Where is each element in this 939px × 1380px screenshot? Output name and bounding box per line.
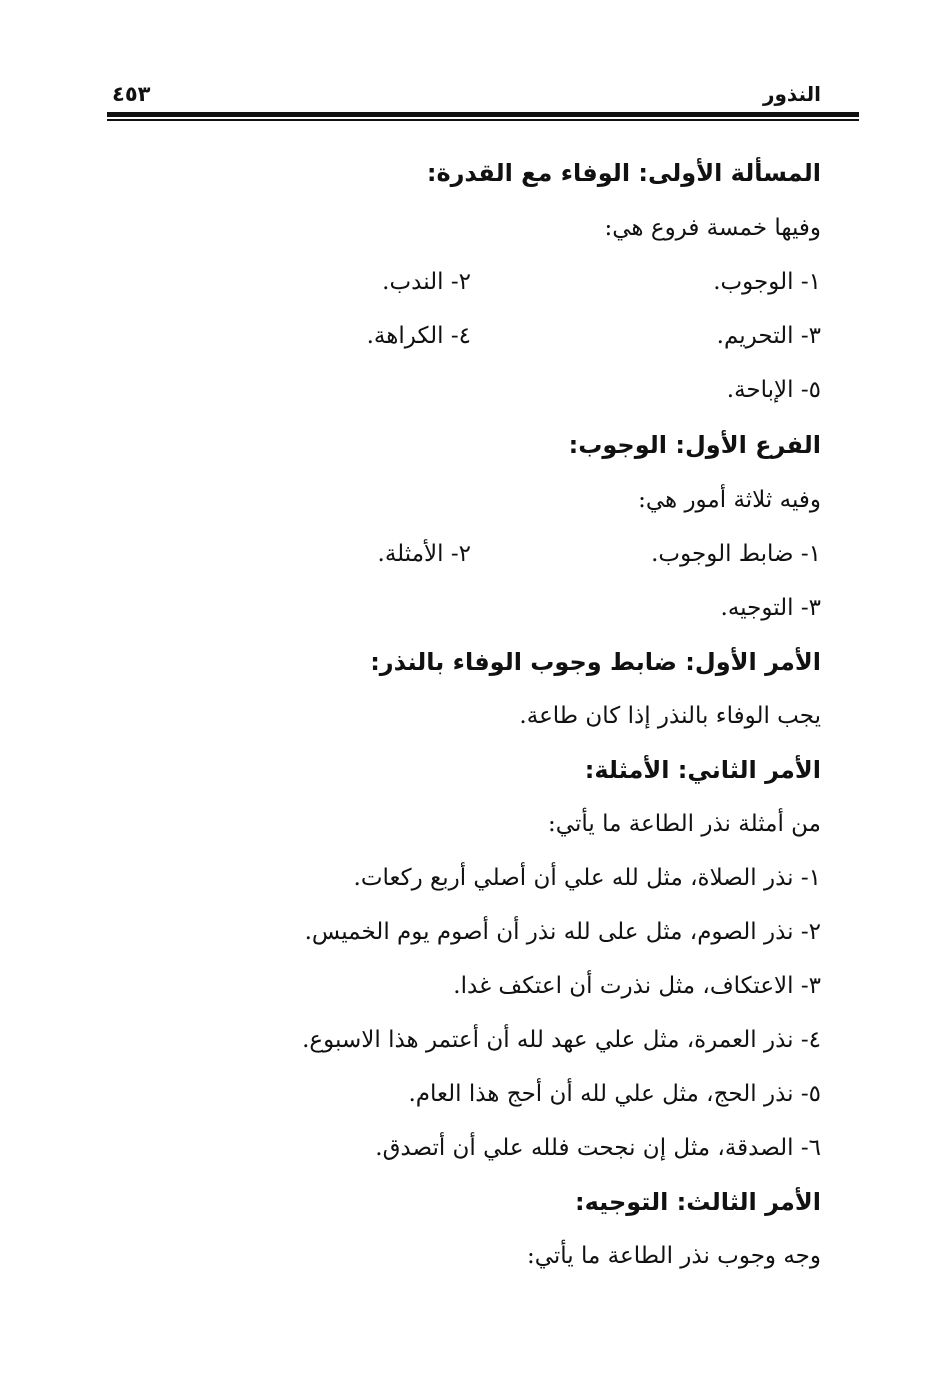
branch-item-4: ٤- الكراهة. [366, 323, 471, 349]
example-item-5: ٥- نذر الحج، مثل علي لله أن أحج هذا العام. [408, 1081, 821, 1107]
example-item-1: ١- نذر الصلاة، مثل لله علي أن أصلي أربع ركعات. [353, 865, 821, 891]
branch-item-1: ١- الوجوب. [713, 269, 821, 295]
example-item-6: ٦- الصدقة، مثل إن نجحت فلله علي أن أتصدق. [375, 1135, 821, 1161]
example-item-2: ٢- نذر الصوم، مثل على لله نذر أن أصوم يوم الخميس. [304, 919, 821, 945]
header-rule-thin [107, 119, 859, 121]
section-heading-first-matter: الأمر الأول: ضابط وجوب الوفاء بالنذر: [370, 648, 821, 676]
branch-item-2: ٢- الندب. [382, 269, 471, 295]
header-rule-thick [107, 112, 859, 117]
section-heading-third-matter: الأمر الثالث: التوجيه: [575, 1188, 821, 1216]
page-number: ٤٥٣ [112, 82, 151, 106]
branch-item-3: ٣- التحريم. [716, 323, 821, 349]
example-item-4: ٤- نذر العمرة، مثل علي عهد لله أن أعتمر هذا الاسبوع. [302, 1027, 821, 1053]
matter-item-3: ٣- التوجيه. [720, 595, 821, 621]
branch-item-5: ٥- الإباحة. [726, 377, 821, 403]
reasons-intro: وجه وجوب نذر الطاعة ما يأتي: [526, 1243, 821, 1269]
matter-item-1: ١- ضابط الوجوب. [651, 541, 821, 567]
running-header-title: النذور [762, 82, 821, 106]
matters-intro: وفيه ثلاثة أمور هي: [638, 487, 821, 513]
example-item-3: ٣- الاعتكاف، مثل نذرت أن اعتكف غدا. [453, 973, 821, 999]
examples-intro: من أمثلة نذر الطاعة ما يأتي: [548, 811, 821, 837]
matter-item-2: ٢- الأمثلة. [377, 541, 471, 567]
section-heading-second-matter: الأمر الثاني: الأمثلة: [584, 756, 821, 784]
branches-intro: وفيها خمسة فروع هي: [604, 215, 821, 241]
rule-statement: يجب الوفاء بالنذر إذا كان طاعة. [519, 703, 821, 729]
section-heading-first-branch: الفرع الأول: الوجوب: [568, 431, 821, 459]
section-heading-first-issue: المسألة الأولى: الوفاء مع القدرة: [426, 159, 821, 187]
